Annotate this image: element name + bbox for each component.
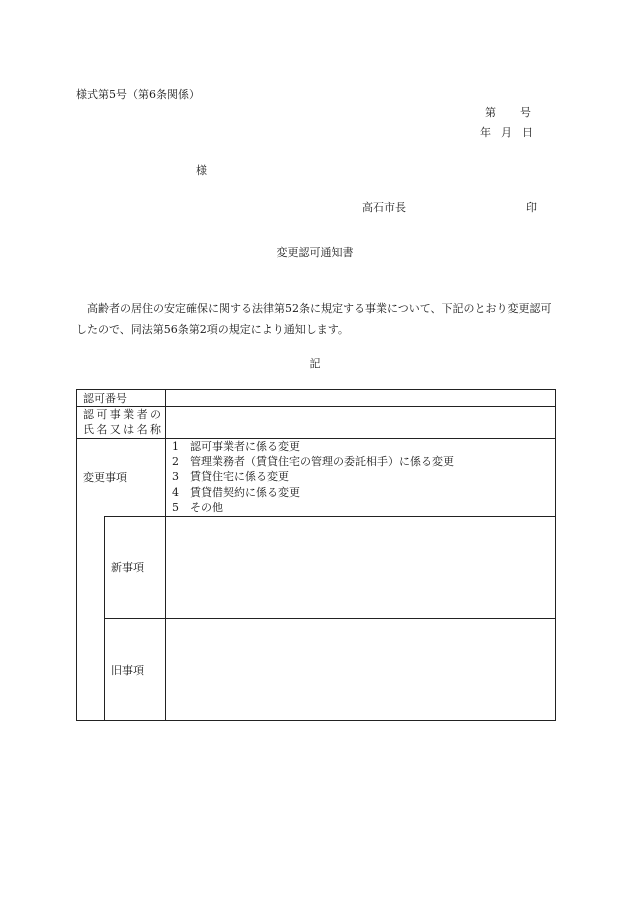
approval-holder-label-line2: 氏 名 又 は 名 称 bbox=[83, 423, 161, 436]
document-title: 変更認可通知書 bbox=[276, 246, 354, 259]
date-day: 日 bbox=[522, 126, 533, 139]
approval-number-label: 認可番号 bbox=[83, 392, 127, 405]
document-number bbox=[485, 104, 531, 120]
approval-holder-label-line1: 認 可 事 業 者 の bbox=[83, 408, 161, 421]
new-items-label: 新事項 bbox=[111, 561, 144, 574]
issuer-name: 高石市長 bbox=[362, 201, 406, 214]
date-year: 年 bbox=[480, 126, 491, 139]
list-item: 3 賃貸住宅に係る変更 bbox=[172, 470, 289, 484]
list-item: 1 認可事業者に係る変更 bbox=[172, 440, 300, 453]
change-items-list bbox=[172, 439, 454, 515]
form-number-label: 様式第5号（第6条関係） bbox=[76, 88, 200, 101]
details-table bbox=[76, 389, 556, 721]
date-month: 月 bbox=[501, 126, 512, 139]
list-item: 5 その他 bbox=[172, 500, 223, 514]
old-items-value[interactable] bbox=[166, 619, 555, 720]
old-items-label: 旧事項 bbox=[111, 664, 144, 677]
document-date bbox=[480, 124, 533, 140]
seal-mark: 印 bbox=[526, 201, 537, 214]
change-items-label: 変更事項 bbox=[83, 471, 127, 484]
number-prefix: 第 bbox=[485, 106, 496, 119]
ki-heading: 記 bbox=[309, 357, 321, 370]
number-suffix: 号 bbox=[520, 106, 531, 119]
body-paragraph: 高齢者の居住の安定確保に関する法律第52条に規定する事業について、下記のとおり変更認可したので、同法第56条第2項の規定により通知します。 bbox=[76, 302, 552, 336]
approval-number-value[interactable] bbox=[166, 390, 555, 406]
addressee-honorific: 様 bbox=[196, 164, 207, 177]
new-items-value[interactable] bbox=[166, 517, 555, 618]
list-item: 2 管理業務者（賃貸住宅の管理の委託相手）に係る変更 bbox=[172, 455, 454, 469]
approval-holder-value[interactable] bbox=[166, 407, 555, 438]
list-item: 4 賃貸借契約に係る変更 bbox=[172, 485, 300, 499]
